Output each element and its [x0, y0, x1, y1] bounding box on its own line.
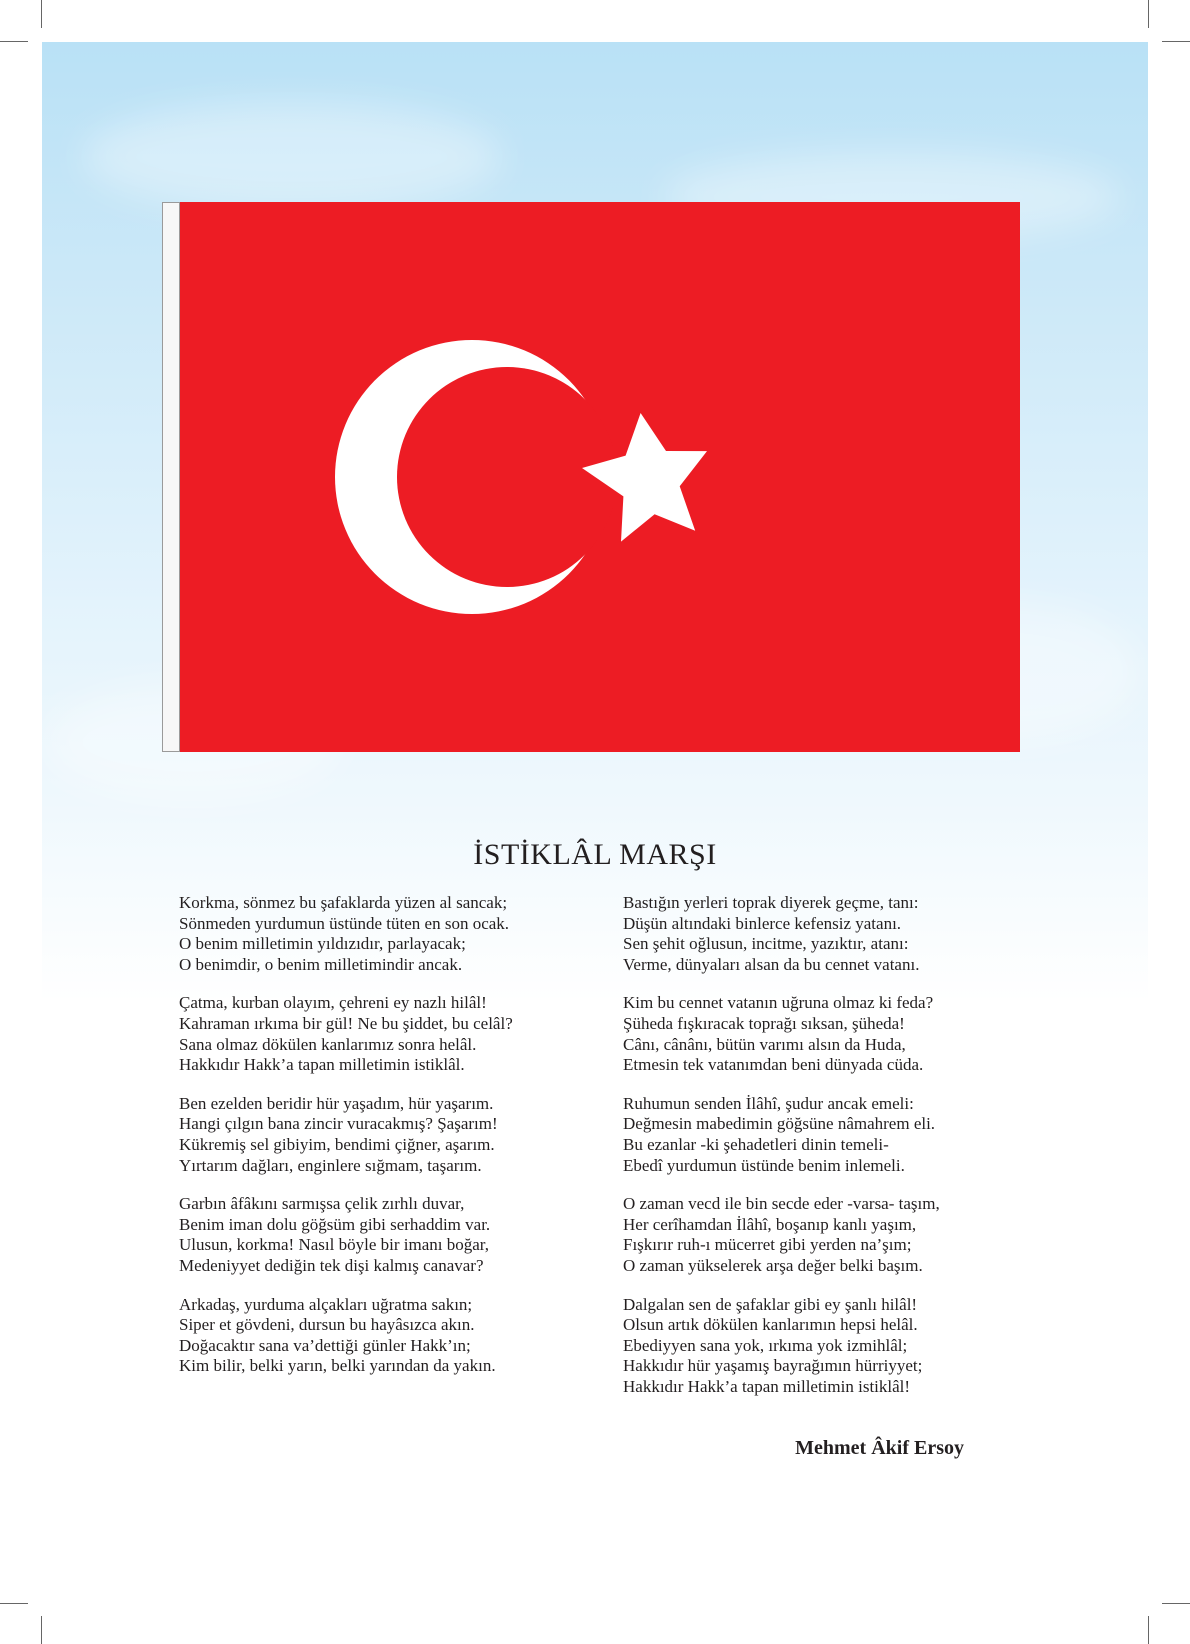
poem-line: Arkadaş, yurduma alçakları uğratma sakın; [179, 1294, 473, 1314]
poem-line: Benim iman dolu göğsüm gibi serhaddim var. [179, 1214, 491, 1234]
author-name: Mehmet Âkif Ersoy [795, 1437, 964, 1459]
poem-line: Etmesin tek vatanımdan beni dünyada cüda. [623, 1055, 924, 1075]
crop-mark [1162, 41, 1190, 42]
poem-line: Düşün altındaki binlerce kefensiz yatanı. [623, 913, 902, 933]
poem-line: Bastığın yerleri toprak diyerek geçme, tanı: [623, 893, 919, 912]
flag-image [180, 202, 1020, 752]
poem-line: Sana olmaz dökülen kanlarımız sonra helâl. [179, 1034, 477, 1054]
poem-line: Ebediyyen sana yok, ırkıma yok izmihlâl; [623, 1335, 908, 1355]
poem-line: O zaman vecd ile bin secde eder -varsa- taşım, [623, 1194, 940, 1214]
poem-line: Hangi çılgın bana zincir vuracakmış? Şaşarım! [179, 1114, 498, 1134]
poem-line: Cânı, cânânı, bütün varımı alsın da Huda, [623, 1034, 906, 1054]
crop-mark [0, 1603, 28, 1604]
poem-line: Her cerîhamdan İlâhî, boşanıp kanlı yaşım, [623, 1214, 917, 1234]
stanza [179, 1295, 599, 1377]
crescent-inner [397, 367, 617, 587]
crop-mark [41, 1616, 42, 1644]
poem-line: Sönmeden yurdumun üstünde tüten en son ocak. [179, 913, 510, 933]
turkish-flag [162, 202, 1020, 752]
poem-line: O benim milletimin yıldızıdır, parlayacak; [179, 934, 466, 954]
poem-line: Çatma, kurban olayım, çehreni ey nazlı hilâl! [179, 993, 487, 1013]
crop-mark [1148, 0, 1149, 28]
poem-line: Sen şehit oğlusun, incitme, yazıktır, atanı: [623, 934, 909, 954]
poem-line: Değmesin mabedimin göğsüne nâmahrem eli. [623, 1114, 936, 1134]
flag-pole [162, 202, 180, 752]
poem-line: Garbın âfâkını sarmışsa çelik zırhlı duvar, [179, 1194, 465, 1214]
poem-line: Hakkıdır Hakk’a tapan milletimin istiklâl! [623, 1376, 911, 1396]
crop-mark [0, 41, 28, 42]
stanza [623, 1295, 1043, 1398]
poem-line: Bu ezanlar -ki şehadetleri dinin temeli- [623, 1134, 889, 1154]
crop-mark [1148, 1616, 1149, 1644]
poem-line: Kahraman ırkıma bir gül! Ne bu şiddet, bu celâl? [179, 1013, 513, 1033]
stanza [623, 1194, 1043, 1276]
poem-line: Ebedî yurdumun üstünde benim inlemeli. [623, 1155, 905, 1175]
poem-line: Fışkırır ruh-ı mücerret gibi yerden na’şım; [623, 1235, 912, 1255]
poem-line: Yırtarım dağları, enginlere sığmam, taşarım. [179, 1155, 482, 1175]
poem-column-left [179, 893, 599, 1395]
poem-line: Medeniyyet dediğin tek dişi kalmış canavar? [179, 1255, 484, 1275]
poem-line: Kükremiş sel gibiyim, bendimi çiğner, aşarım. [179, 1134, 495, 1154]
poem-line: O benimdir, o benim milletimindir ancak. [179, 954, 463, 974]
stanza [623, 1094, 1043, 1176]
crop-mark [41, 0, 42, 28]
poem-line: Doğacaktır sana va’dettiği günler Hakk’ın; [179, 1335, 471, 1355]
poem-line: O zaman yükselerek arşa değer belki başım. [623, 1255, 923, 1275]
crop-mark [1162, 1603, 1190, 1604]
poem-line: Kim bu cennet vatanın uğruna olmaz ki feda? [623, 993, 934, 1013]
poem-line: Dalgalan sen de şafaklar gibi ey şanlı hilâl! [623, 1294, 918, 1314]
poem-line: Olsun artık dökülen kanlarımın hepsi helâl. [623, 1315, 918, 1335]
stanza [179, 993, 599, 1075]
poem-line: Siper et gövdeni, dursun bu hayâsızca akın. [179, 1315, 475, 1335]
poem-line: Ruhumun senden İlâhî, şudur ancak emeli: [623, 1093, 914, 1113]
poem-line: Kim bilir, belki yarın, belki yarından da yakın. [179, 1356, 496, 1376]
stanza [623, 993, 1043, 1075]
stanza [179, 1094, 599, 1176]
stanza [179, 1194, 599, 1276]
poem-line: Verme, dünyaları alsan da bu cennet vatanı. [623, 954, 920, 974]
poem-line: Hakkıdır hür yaşamış bayrağımın hürriyyet; [623, 1356, 923, 1376]
poem-line: Hakkıdır Hakk’a tapan milletimin istiklâl. [179, 1055, 465, 1075]
stanza [179, 893, 599, 975]
cloud [82, 102, 502, 212]
stanza [623, 893, 1043, 975]
poem-column-right [623, 893, 1043, 1415]
poem-line: Ulusun, korkma! Nasıl böyle bir imanı boğar, [179, 1235, 489, 1255]
poem-line: Ben ezelden beridir hür yaşadım, hür yaşarım. [179, 1093, 494, 1113]
poem-line: Şüheda fışkıracak toprağı sıksan, şüheda! [623, 1013, 905, 1033]
poem-title: İSTİKLÂL MARŞI [473, 838, 717, 871]
poem-line: Korkma, sönmez bu şafaklarda yüzen al sancak; [179, 893, 508, 912]
